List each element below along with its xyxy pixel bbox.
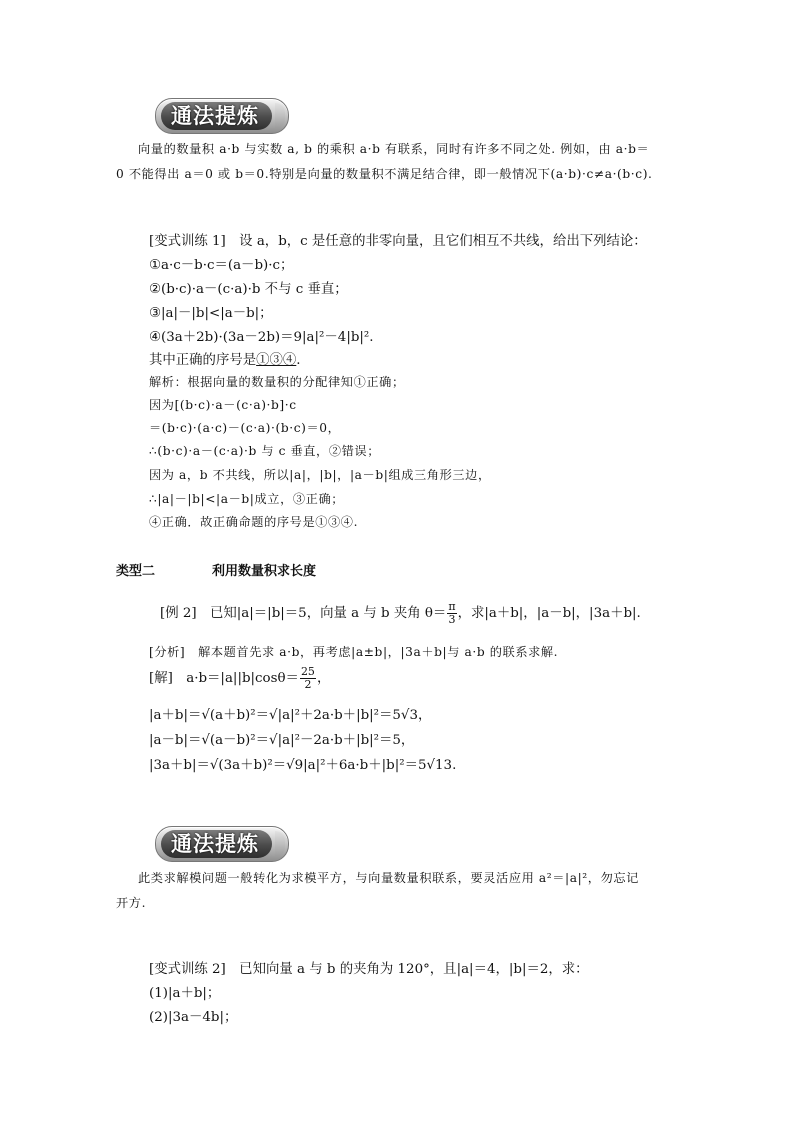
dot-frac-num: 25 bbox=[300, 665, 315, 678]
exercise1-answer bbox=[149, 349, 301, 368]
exercise1-item-2: ②(b·c)·a－(c·a)·b 不与 c 垂直； bbox=[149, 282, 348, 297]
example2-solution-first bbox=[149, 666, 330, 691]
exercise1-item-3: ③|a|－|b|<|a－b|； bbox=[149, 306, 273, 321]
exercise2-part-2: (2)|3a－4b|； bbox=[149, 1010, 238, 1025]
example2-suffix: ，求|a＋b|，|a－b|，|3a＋b|. bbox=[457, 606, 641, 621]
banner-tail-2 bbox=[275, 831, 285, 857]
exercise1-solution-line2: 因为[(b·c)·a－(c·a)·b]·c bbox=[149, 398, 297, 412]
angle-frac-num: π bbox=[448, 600, 456, 613]
banner-tail bbox=[275, 103, 285, 129]
answer-value: ①③④ bbox=[256, 353, 297, 368]
summary1-line2: 0 不能得出 a＝0 或 b＝0.特别是向量的数量积不满足结合律，即一般情况下(a·b)·c≠a·(b·c). bbox=[116, 167, 653, 181]
dot-product-fraction bbox=[300, 666, 316, 691]
type2-title: 利用数量积求长度 bbox=[212, 564, 317, 579]
summary2-line1: 此类求解模问题一般转化为求模平方，与向量数量积联系，要灵活应用 a²＝|a|²，勿忘记 bbox=[138, 871, 639, 885]
exercise1-solution-line6: ∴|a|－|b|<|a－b|成立，③正确； bbox=[149, 492, 345, 506]
example2-line-sum: |a＋b|＝√(a＋b)²＝√|a|²＋2a·b＋|b|²＝5√3， bbox=[149, 708, 432, 723]
method-summary-banner bbox=[155, 98, 289, 134]
type2-label: 类型二 bbox=[116, 564, 156, 579]
dot-frac-den: 2 bbox=[300, 678, 316, 691]
summary2-line2: 开方. bbox=[116, 896, 147, 910]
exercise1-solution-line4: ∴(b·c)·a－(c·a)·b 与 c 垂直，②错误； bbox=[149, 444, 380, 458]
exercise1-prompt: [变式训练 1] 设 a，b，c 是任意的非零向量，且它们相互不共线，给出下列结论： bbox=[149, 234, 647, 249]
solution-tag: [解] bbox=[149, 671, 173, 686]
exercise2-prompt: [变式训练 2] 已知向量 a 与 b 的夹角为 120°，且|a|＝4，|b|＝2，求： bbox=[149, 962, 589, 977]
solution-suffix: ， bbox=[316, 671, 331, 686]
exercise1-item-4: ④(3a＋2b)·(3a－2b)＝9|a|²－4|b|². bbox=[149, 330, 374, 345]
exercise2-part-1: (1)|a＋b|； bbox=[149, 986, 221, 1001]
answer-suffix: . bbox=[296, 353, 301, 368]
example2-line-diff: |a－b|＝√(a－b)²＝√|a|²－2a·b＋|b|²＝5， bbox=[149, 733, 415, 748]
banner-label: 通法提炼 bbox=[171, 104, 259, 128]
banner-label-2: 通法提炼 bbox=[171, 832, 259, 856]
method-summary-banner-2 bbox=[155, 826, 289, 862]
answer-prefix: 其中正确的序号是 bbox=[149, 353, 257, 368]
example2-prefix: [例 2] 已知|a|＝|b|＝5，向量 a 与 b 夹角 θ＝ bbox=[160, 606, 447, 621]
exercise1-item-1: ①a·c－b·c＝(a－b)·c； bbox=[149, 258, 294, 273]
exercise1-solution-line1: 解析：根据向量的数量积的分配律知①正确； bbox=[149, 375, 405, 389]
summary1-line1: 向量的数量积 a·b 与实数 a, b 的乘积 a·b 有联系，同时有许多不同之处. 例如，由 a·b＝ bbox=[138, 142, 650, 156]
exercise1-solution-line7: ④正确．故正确命题的序号是①③④. bbox=[149, 515, 359, 529]
angle-fraction bbox=[447, 601, 456, 626]
solution-prefix: a·b＝|a||b|cosθ＝ bbox=[186, 671, 299, 686]
example2-line-3a-plus-b: |3a＋b|＝√(3a＋b)²＝√9|a|²＋6a·b＋|b|²＝5√13. bbox=[149, 758, 457, 773]
exercise1-solution-line5: 因为 a，b 不共线，所以|a|，|b|，|a－b|组成三角形三边， bbox=[149, 468, 491, 482]
banner-inner-2 bbox=[161, 830, 272, 858]
exercise1-solution-line3: ＝(b·c)·(a·c)－(c·a)·(b·c)＝0， bbox=[149, 421, 341, 435]
example2-statement bbox=[160, 601, 641, 626]
example2-analysis: [分析] 解本题首先求 a·b，再考虑|a±b|，|3a＋b|与 a·b 的联系求解. bbox=[149, 645, 559, 659]
banner-inner bbox=[161, 102, 272, 130]
angle-frac-den: 3 bbox=[448, 613, 456, 626]
